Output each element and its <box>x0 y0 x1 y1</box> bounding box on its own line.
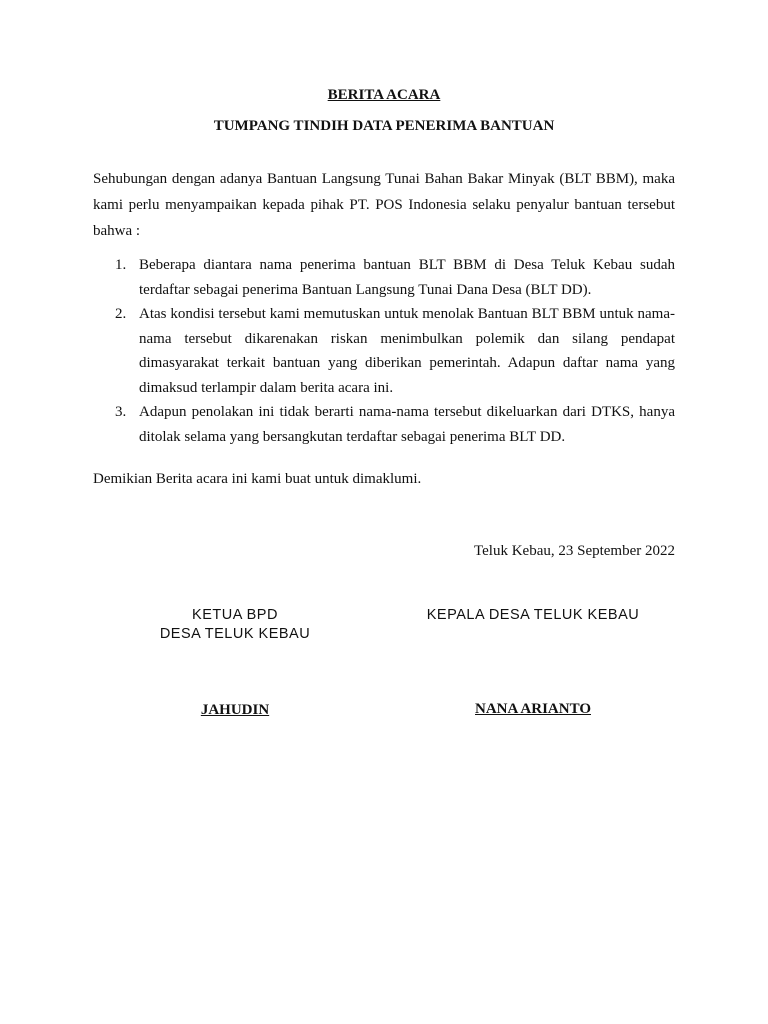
intro-paragraph: Sehubungan dengan adanya Bantuan Langsung Tunai Bahan Bakar Minyak (BLT BBM), maka kami perlu menyampaikan kepada pihak PT. POS Indonesia selaku penyalur bantuan tersebut bahwa : <box>93 171 675 239</box>
signatory-right-name: NANA ARIANTO <box>475 701 591 717</box>
signatory-left-name: JAHUDIN <box>200 702 270 718</box>
list-item-number: 2. <box>115 306 127 322</box>
list-item <box>93 400 675 449</box>
document-title: BERITA ACARA <box>327 87 441 103</box>
signatory-right-title <box>413 606 653 625</box>
place-date: Teluk Kebau, 23 September 2022 <box>474 543 675 559</box>
document-subtitle: TUMPANG TINDIH DATA PENERIMA BANTUAN <box>213 118 555 134</box>
list-item-number: 1. <box>115 257 127 273</box>
list-item <box>93 253 675 302</box>
numbered-list <box>93 253 675 449</box>
list-item-text: Beberapa diantara nama penerima bantuan BLT BBM di Desa Teluk Kebau sudah terdaftar sebagai penerima Bantuan Langsung Tunai Dana Desa (BLT DD). <box>139 257 675 298</box>
list-item-number: 3. <box>115 404 127 420</box>
closing-paragraph: Demikian Berita acara ini kami buat untuk dimaklumi. <box>93 471 422 487</box>
signatory-left-title <box>135 606 335 644</box>
signatory-right-title-line1: KEPALA DESA TELUK KEBAU <box>426 607 640 623</box>
list-item <box>93 302 675 400</box>
signatory-left-title-line2: DESA TELUK KEBAU <box>159 626 311 642</box>
list-item-text: Atas kondisi tersebut kami memutuskan untuk menolak Bantuan BLT BBM untuk nama-nama tersebut dikarenakan riskan menimbulkan polemik dan silang pendapat dimasyarakat terkait bantuan yang diberikan pemerintah. Adapun daftar nama yang dimaksud terlampir dalam berita acara ini. <box>139 306 675 396</box>
signatory-left-title-line1: KETUA BPD <box>192 607 278 623</box>
list-item-text: Adapun penolakan ini tidak berarti nama-nama tersebut dikeluarkan dari DTKS, hanya ditolak selama yang bersangkutan terdaftar sebagai penerima BLT DD. <box>139 404 675 445</box>
